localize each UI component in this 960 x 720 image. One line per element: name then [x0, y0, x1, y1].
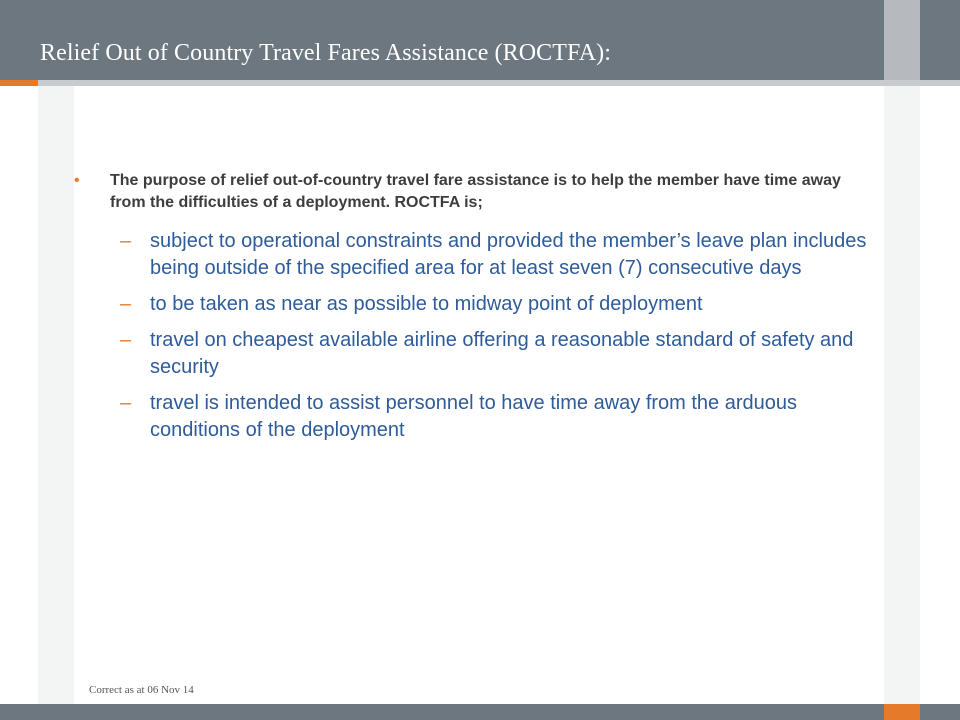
sub-bullet-item: [120, 228, 890, 282]
footer-accent: [884, 704, 920, 720]
bullet-icon: •: [74, 172, 80, 189]
dash-icon: –: [120, 392, 132, 414]
slide-title: Relief Out of Country Travel Fares Assistance (ROCTFA):: [40, 40, 612, 66]
sub-bullet-item: [120, 327, 890, 381]
sub-bullet-text: travel on cheapest available airline offering a reasonable standard of safety and security: [150, 329, 854, 378]
sub-bullet-item: [120, 390, 890, 444]
left-margin-stripe: [38, 86, 74, 720]
dash-icon: –: [120, 293, 132, 315]
footer-date-note: Correct as at 06 Nov 14: [89, 684, 194, 696]
header-accent: [0, 80, 38, 86]
sub-bullet-item: [120, 291, 890, 318]
header-right-stripe: [884, 0, 920, 86]
dash-icon: –: [120, 329, 132, 351]
sub-bullet-list: [120, 228, 890, 453]
dash-icon: –: [120, 230, 132, 252]
sub-bullet-text: subject to operational constraints and provided the member’s leave plan includes being outside of the specified area for at least seven (7) consecutive days: [150, 230, 867, 279]
main-bullet: [74, 170, 864, 214]
bullet-text: The purpose of relief out-of-country travel fare assistance is to help the member have time away from the difficulties of a deployment. ROCTFA is;: [110, 172, 841, 211]
footer-bar: [0, 704, 960, 720]
sub-bullet-text: to be taken as near as possible to midway point of deployment: [150, 293, 703, 315]
sub-bullet-text: travel is intended to assist personnel to have time away from the arduous conditions of the deployment: [150, 392, 798, 441]
